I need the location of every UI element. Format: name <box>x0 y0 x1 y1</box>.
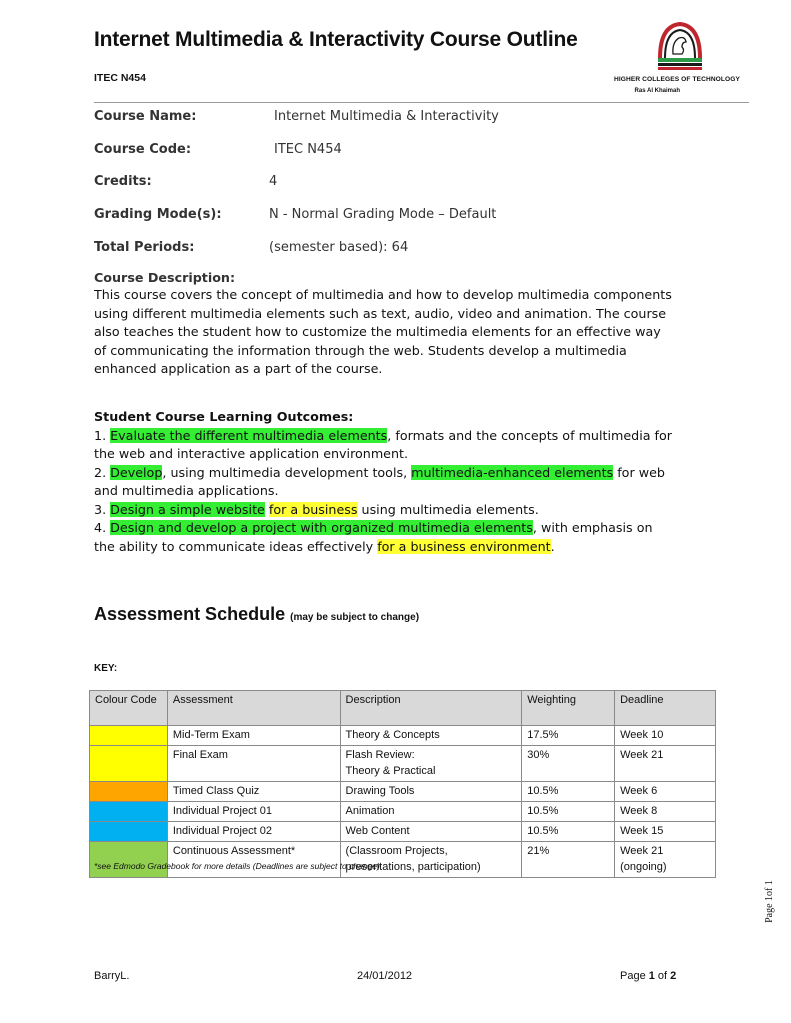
outcome-number: 3. <box>94 501 111 517</box>
outcome-number: 1. <box>94 427 111 443</box>
institution-name: HIGHER COLLEGES OF TECHNOLOGY <box>614 76 740 83</box>
outcome-text: . <box>550 538 555 554</box>
footer-author: BarryL. <box>94 970 130 982</box>
outcome-4-continued <box>94 538 724 557</box>
assessment-cell: Timed Class Quiz <box>167 782 340 802</box>
assessment-cell: Final Exam <box>167 746 340 782</box>
outcome-1-continued: the web and interactive application environment. <box>94 446 409 461</box>
course-description-heading: Course Description: <box>94 270 236 285</box>
deadline-cell: Week 15 <box>615 822 716 842</box>
description-line: presentations, participation) <box>345 861 481 873</box>
description-line: also teaches the student how to customize the multimedia elements for an effective way <box>94 324 661 339</box>
assessment-cell: Mid-Term Exam <box>167 726 340 746</box>
colour-code-swatch <box>90 746 168 782</box>
colour-code-swatch <box>90 842 168 878</box>
description-line: using different multimedia elements such as text, audio, video and animation. The course <box>94 305 667 321</box>
assessment-schedule-heading <box>94 604 419 625</box>
outcome-text: , with emphasis on <box>532 520 653 535</box>
deadline-cell: Week 6 <box>615 782 716 802</box>
description-cell: Animation <box>340 802 522 822</box>
deadline-cell: Week 10 <box>615 726 716 746</box>
colour-code-swatch <box>90 782 168 802</box>
outcome-2-continued: and multimedia applications. <box>94 483 279 498</box>
deadline-line: (ongoing) <box>620 861 667 873</box>
weighting-cell: 10.5% <box>522 822 615 842</box>
outcome-text: , using multimedia development tools, <box>162 464 412 480</box>
learning-outcomes <box>94 408 724 556</box>
assessment-cell: Individual Project 01 <box>167 802 340 822</box>
page-current: 1 <box>648 970 655 982</box>
course-code-value: ITEC N454 <box>274 142 342 157</box>
outcome-text: the ability to communicate ideas effectively <box>94 538 378 554</box>
table-row <box>90 782 716 802</box>
outcome-1 <box>94 427 724 446</box>
column-header-weighting: Weighting <box>522 691 615 726</box>
credits-value: 4 <box>269 174 278 189</box>
outcome-text: for web <box>613 464 665 480</box>
outcome-number: 2. <box>94 464 111 480</box>
learning-outcomes-heading: Student Course Learning Outcomes: <box>94 409 354 424</box>
description-line: of communicating the information through the web. Students develop a multimedia <box>94 342 627 358</box>
page-mid: of <box>654 970 671 982</box>
description-line: This course covers the concept of multimedia and how to develop multimedia components <box>94 287 672 302</box>
column-header-description: Description <box>340 691 522 726</box>
highlight-green: Develop <box>110 464 163 480</box>
highlight-green: Design and develop a project with organized multimedia elements <box>110 520 533 535</box>
side-page-text: Page 1of 1 <box>763 880 775 923</box>
outcome-4 <box>94 519 724 538</box>
colour-code-swatch <box>90 822 168 842</box>
description-line: Theory & Practical <box>345 765 436 777</box>
assessment-cell: Individual Project 02 <box>167 822 340 842</box>
table-row <box>90 802 716 822</box>
highlight-green: multimedia-enhanced elements <box>411 464 614 480</box>
course-description <box>94 270 724 379</box>
highlight-green: Design a simple website <box>110 501 265 517</box>
highlight-yellow: for a business environment <box>377 538 551 554</box>
assessment-table <box>89 690 716 878</box>
table-row <box>90 746 716 782</box>
column-header-assessment: Assessment <box>167 691 340 726</box>
table-row <box>90 726 716 746</box>
highlight-yellow: for a business <box>268 501 358 517</box>
table-row <box>90 822 716 842</box>
weighting-cell: 21% <box>522 842 615 878</box>
assessment-cell: Continuous Assessment* <box>167 842 340 878</box>
table-row <box>90 842 716 878</box>
deadline-cell <box>615 842 716 878</box>
description-cell <box>340 746 522 782</box>
page-total: 2 <box>670 970 677 982</box>
description-cell: Web Content <box>340 822 522 842</box>
description-line: enhanced application as a part of the course. <box>94 361 383 376</box>
description-cell <box>340 842 522 878</box>
header-divider <box>94 102 749 103</box>
highlight-green: Evaluate the different multimedia elements <box>110 427 388 443</box>
total-periods-value: (semester based): 64 <box>269 240 409 255</box>
outcome-2 <box>94 464 724 483</box>
hct-falcon-logo-icon <box>655 20 705 72</box>
colour-code-swatch <box>90 802 168 822</box>
outcome-text: using multimedia elements. <box>357 501 539 517</box>
page-title: Internet Multimedia & Interactivity Course Outline <box>94 28 578 51</box>
weighting-cell: 30% <box>522 746 615 782</box>
description-line: (Classroom Projects, <box>345 845 448 857</box>
course-code-header: ITEC N454 <box>94 72 146 84</box>
weighting-cell: 10.5% <box>522 802 615 822</box>
deadline-cell: Week 21 <box>615 746 716 782</box>
table-header-row <box>90 691 716 726</box>
description-cell: Theory & Concepts <box>340 726 522 746</box>
outcome-text: , formats and the concepts of multimedia for <box>387 427 672 443</box>
grading-mode-label: Grading Mode(s): <box>94 207 222 222</box>
total-periods-label: Total Periods: <box>94 240 195 255</box>
outcome-number: 4. <box>94 520 111 535</box>
description-cell: Drawing Tools <box>340 782 522 802</box>
outcome-3 <box>94 501 724 520</box>
course-code-label: Course Code: <box>94 142 192 157</box>
course-name-label: Course Name: <box>94 109 197 124</box>
weighting-cell: 17.5% <box>522 726 615 746</box>
assessment-title: Assessment Schedule <box>94 604 286 624</box>
gradebook-note: *see Edmodo Gradebook for more details (Deadlines are subject to change) <box>94 861 380 871</box>
page-prefix: Page <box>620 970 649 982</box>
footer-date: 24/01/2012 <box>357 970 413 982</box>
deadline-cell: Week 8 <box>615 802 716 822</box>
institution-campus: Ras Al Khaimah <box>634 88 680 94</box>
weighting-cell: 10.5% <box>522 782 615 802</box>
column-header-colour-code: Colour Code <box>90 691 168 726</box>
column-header-deadline: Deadline <box>615 691 716 726</box>
course-name-value: Internet Multimedia & Interactivity <box>274 109 499 124</box>
grading-mode-value: N - Normal Grading Mode – Default <box>269 207 497 222</box>
description-line: Flash Review: <box>345 749 415 761</box>
assessment-subtitle: (may be subject to change) <box>290 612 420 623</box>
credits-label: Credits: <box>94 174 152 189</box>
key-label: KEY: <box>94 663 118 674</box>
side-page-marker <box>762 878 784 928</box>
deadline-line: Week 21 <box>620 845 664 857</box>
footer-page-number <box>620 970 676 982</box>
colour-code-swatch <box>90 726 168 746</box>
